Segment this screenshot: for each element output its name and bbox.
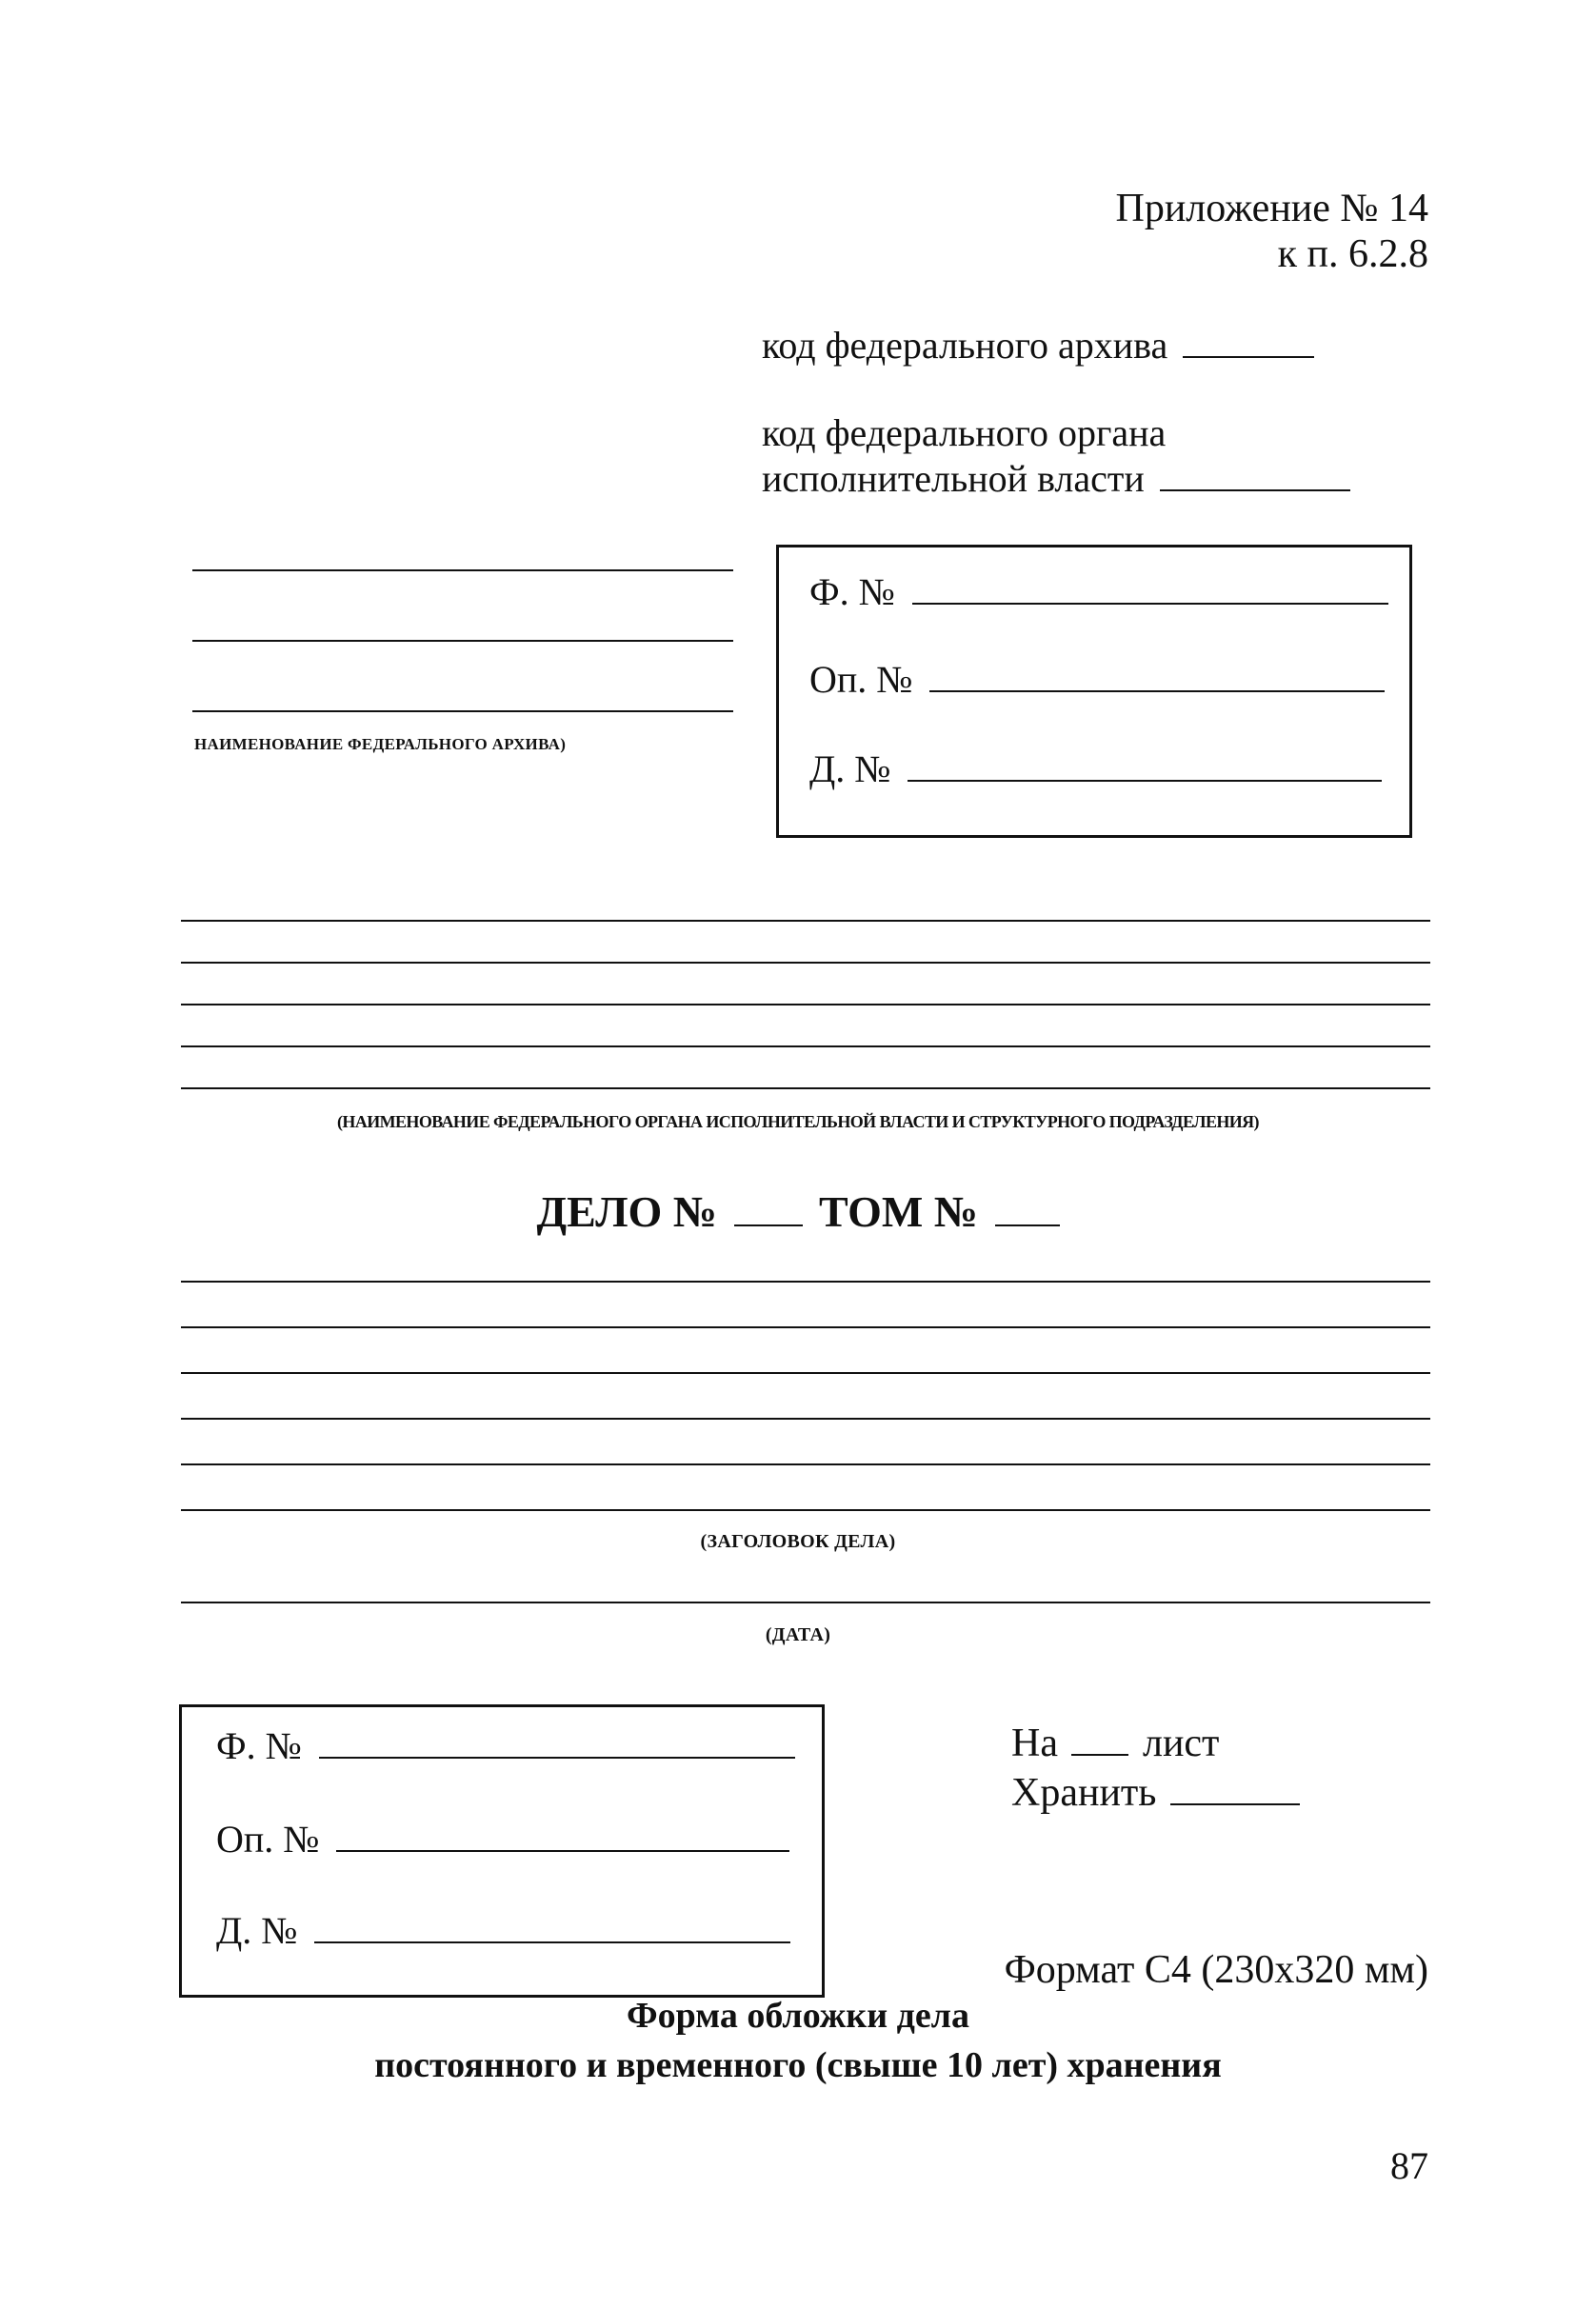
case-heading-line-6[interactable] (181, 1509, 1430, 1511)
format-label: Формат С4 (230х320 мм) (1004, 1948, 1428, 1992)
form-title-line2: постоянного и временного (свыше 10 лет) хранения (374, 2045, 1222, 2085)
top-fond-row (809, 570, 1388, 614)
top-opis-row (809, 658, 1385, 702)
top-delo-label: Д. № (809, 747, 891, 790)
archive-code-label: код федерального архива (762, 324, 1168, 367)
authority-name-line-4[interactable] (181, 1045, 1430, 1047)
top-delo-row (809, 747, 1382, 791)
bottom-opis-field[interactable] (336, 1820, 789, 1852)
archive-ref-box-bottom (179, 1704, 825, 1998)
archive-name-line-3[interactable] (192, 710, 733, 712)
case-number-field[interactable] (734, 1190, 803, 1226)
keep-row (1011, 1771, 1300, 1815)
date-line[interactable] (181, 1602, 1430, 1603)
case-number-row (0, 1186, 1596, 1238)
bottom-delo-field[interactable] (314, 1911, 790, 1943)
appendix-clause: к п. 6.2.8 (1277, 232, 1428, 276)
keep-period-field[interactable] (1170, 1773, 1300, 1805)
page-number: 87 (1390, 2144, 1428, 2187)
form-title-line1: Форма обложки дела (627, 1996, 969, 2036)
keep-label: Хранить (1011, 1771, 1157, 1815)
sheets-row (1011, 1722, 1219, 1765)
authority-name-line-3[interactable] (181, 1004, 1430, 1005)
top-fond-field[interactable] (912, 572, 1388, 605)
authority-code-field[interactable] (1160, 459, 1350, 491)
archive-ref-box-top (776, 545, 1412, 838)
bottom-fond-row (216, 1724, 795, 1768)
archive-code-field[interactable] (1183, 326, 1314, 358)
authority-name-line-1[interactable] (181, 920, 1430, 922)
case-heading-caption: (ЗАГОЛОВОК ДЕЛА) (700, 1531, 896, 1552)
archive-name-caption: НАИМЕНОВАНИЕ ФЕДЕРАЛЬНОГО АРХИВА) (194, 735, 567, 753)
volume-number-label: ТОМ № (819, 1187, 978, 1236)
bottom-fond-field[interactable] (319, 1726, 795, 1759)
bottom-delo-row (216, 1909, 790, 1953)
authority-name-line-2[interactable] (181, 962, 1430, 964)
case-heading-line-4[interactable] (181, 1418, 1430, 1420)
authority-code-line1: код федерального органа (762, 411, 1167, 454)
sheets-on-label: На (1011, 1722, 1058, 1765)
sheets-list-label: лист (1142, 1722, 1220, 1765)
authority-code-label: исполнительной власти (762, 457, 1145, 500)
case-heading-line-2[interactable] (181, 1326, 1430, 1328)
top-opis-field[interactable] (929, 660, 1385, 692)
case-heading-line-5[interactable] (181, 1463, 1430, 1465)
authority-code-row (762, 457, 1350, 501)
authority-name-caption: (НАИМЕНОВАНИЕ ФЕДЕРАЛЬНОГО ОРГАНА ИСПОЛНИТЕЛЬНОЙ ВЛАСТИ И СТРУКТУРНОГО ПОДРАЗДЕЛЕНИЯ) (337, 1112, 1259, 1131)
date-caption: (ДАТА) (765, 1624, 831, 1645)
volume-number-field[interactable] (995, 1190, 1060, 1226)
authority-name-line-5[interactable] (181, 1087, 1430, 1089)
sheets-count-field[interactable] (1071, 1723, 1128, 1756)
bottom-fond-label: Ф. № (216, 1724, 302, 1767)
bottom-opis-label: Оп. № (216, 1818, 320, 1861)
case-heading-line-1[interactable] (181, 1281, 1430, 1283)
archive-name-line-2[interactable] (192, 640, 733, 642)
archive-code-row (762, 324, 1314, 368)
bottom-delo-label: Д. № (216, 1909, 298, 1952)
top-opis-label: Оп. № (809, 658, 913, 701)
case-number-label: ДЕЛО № (536, 1187, 717, 1236)
case-heading-line-3[interactable] (181, 1372, 1430, 1374)
top-fond-label: Ф. № (809, 570, 895, 613)
appendix-number: Приложение № 14 (1115, 187, 1428, 230)
bottom-opis-row (216, 1818, 789, 1861)
archive-name-line-1[interactable] (192, 569, 733, 571)
top-delo-field[interactable] (908, 749, 1382, 782)
